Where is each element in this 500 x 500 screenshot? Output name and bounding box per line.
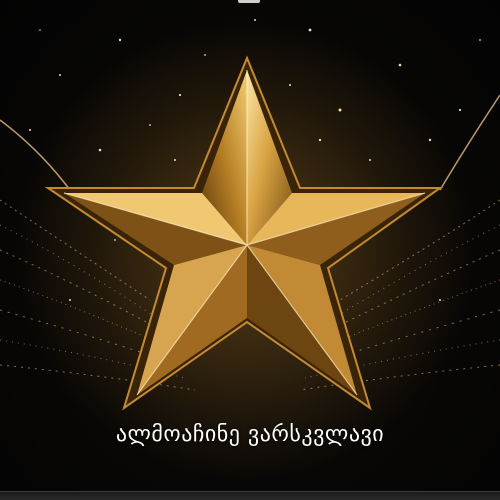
- bottom-bar: [0, 491, 500, 500]
- top-notch: [238, 0, 260, 3]
- caption-text: ალმოაჩინე ვარსკვლავი: [115, 422, 385, 447]
